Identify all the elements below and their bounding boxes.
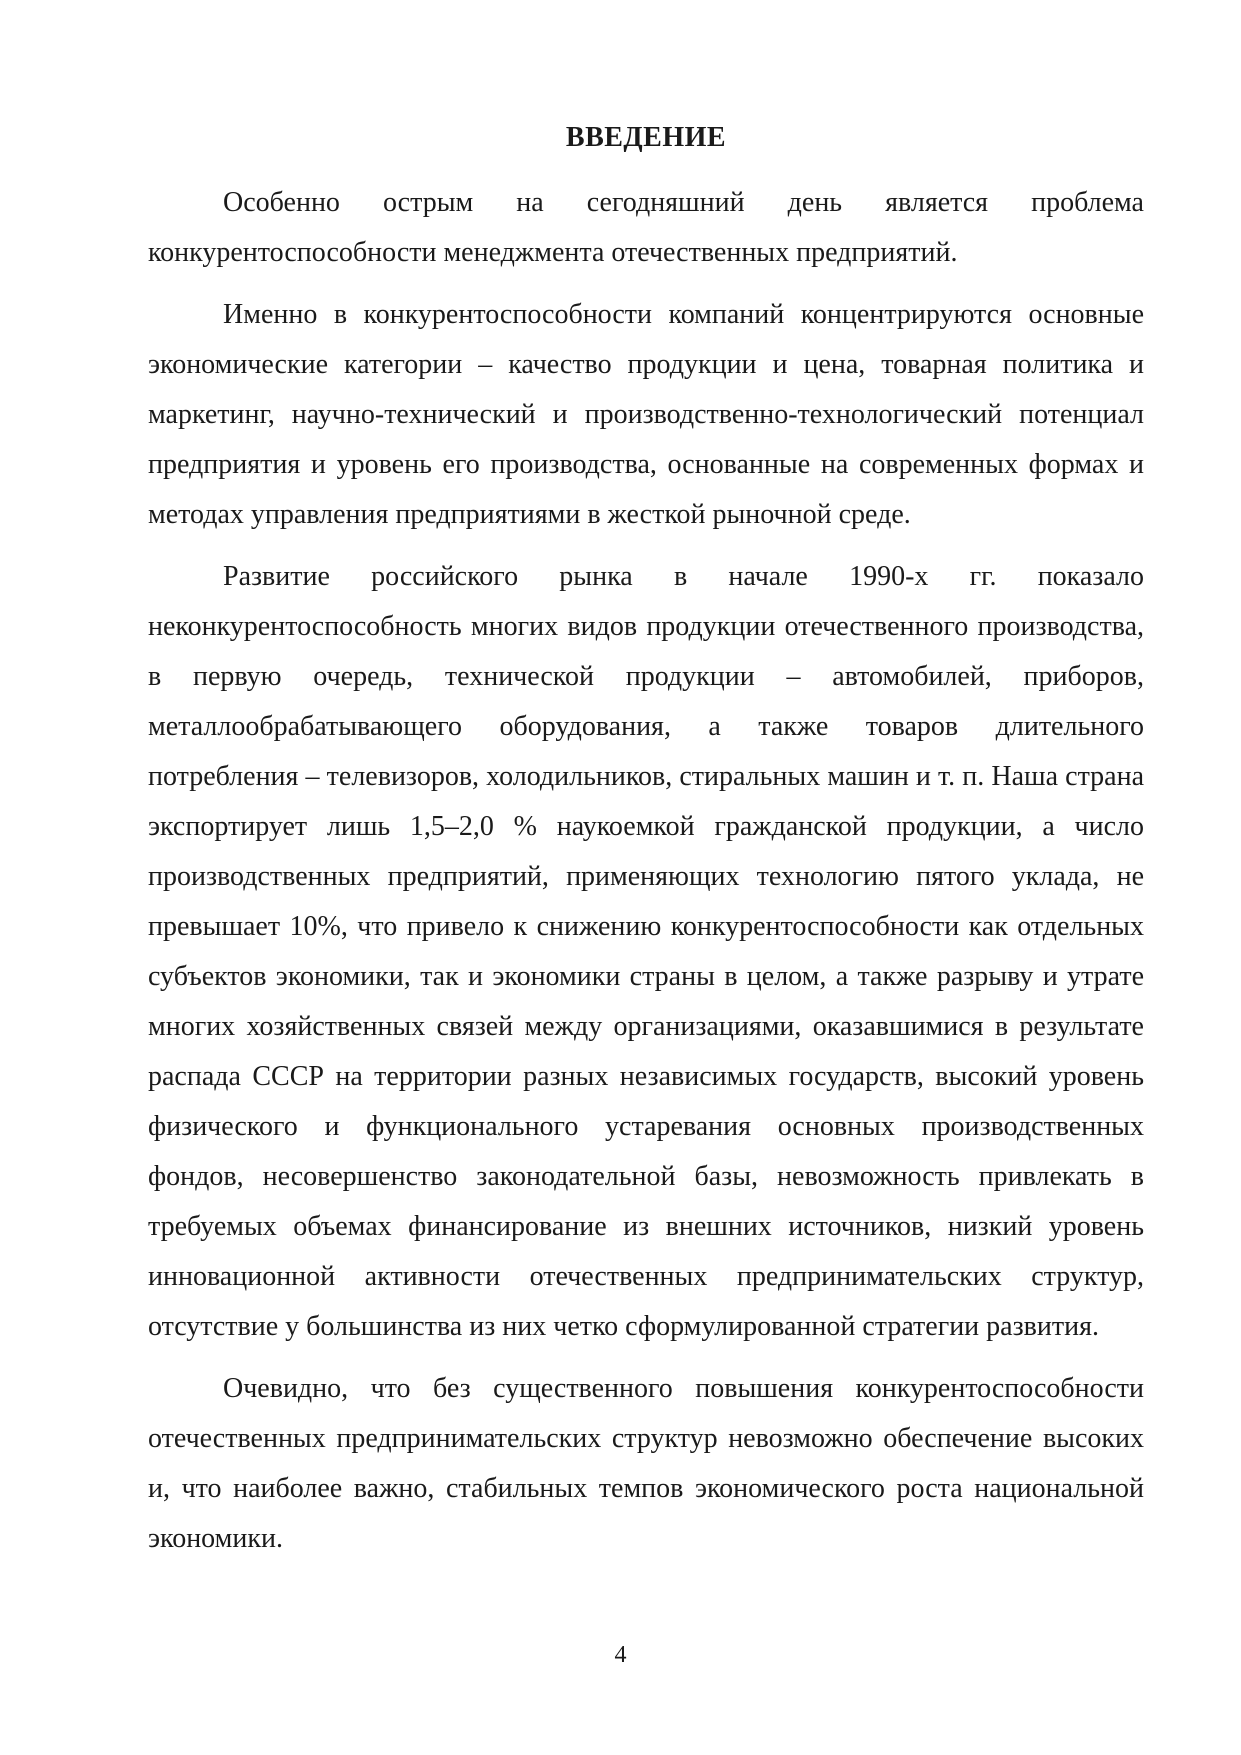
page-number: 4 <box>614 1642 627 1668</box>
paragraph-3: Развитие российского рынка в начале 1990-х гг. показало неконкурентоспособность многих видов продукции отечественного производства, в первую очередь, технической продукции – автомобилей, приборов, металлообрабатывающего оборудования, а также товаров длительного потребления – телевизоров, холодильников, стиральных машин и т. п. Наша страна экспортирует лишь 1,5–2,0 % наукоемкой гражданской продукции, а число производственных предприятий, применяющих технологию пятого уклада, не превышает 10%, что привело к снижению конкурентоспособности как отдельных субъектов экономики, так и экономики страны в целом, а также разрыву и утрате многих хозяйственных связей между организациями, оказавшимися в результате распада СССР на территории разных независимых государств, высокий уровень физического и функционального устаревания основных производственных фондов, несовершенство законодательной базы, невозможность привлекать в требуемых объемах финансирование из внешних источников, низкий уровень инновационной активности отечественных предпринимательских структур, отсутствие у большинства из них четко сформулированной стратегии развития. <box>148 561 1144 1342</box>
section-title: ВВЕДЕНИЕ <box>565 122 727 153</box>
paragraph-1: Особенно острым на сегодняшний день является проблема конкурентоспособности менеджмента отечественных предприятий. <box>148 187 1144 268</box>
document-page <box>148 118 1144 1576</box>
paragraph-2: Именно в конкурентоспособности компаний концентрируются основные экономические категории – качество продукции и цена, товарная политика и маркетинг, научно-технический и производственно-технологический потенциал предприятия и уровень его производства, основанные на современных формах и методах управления предприятиями в жесткой рыночной среде. <box>148 299 1144 530</box>
paragraph-4: Очевидно, что без существенного повышения конкурентоспособности отечественных предпринимательских структур невозможно обеспечение высоких и, что наиболее важно, стабильных темпов экономического роста национальной экономики. <box>148 1373 1144 1554</box>
